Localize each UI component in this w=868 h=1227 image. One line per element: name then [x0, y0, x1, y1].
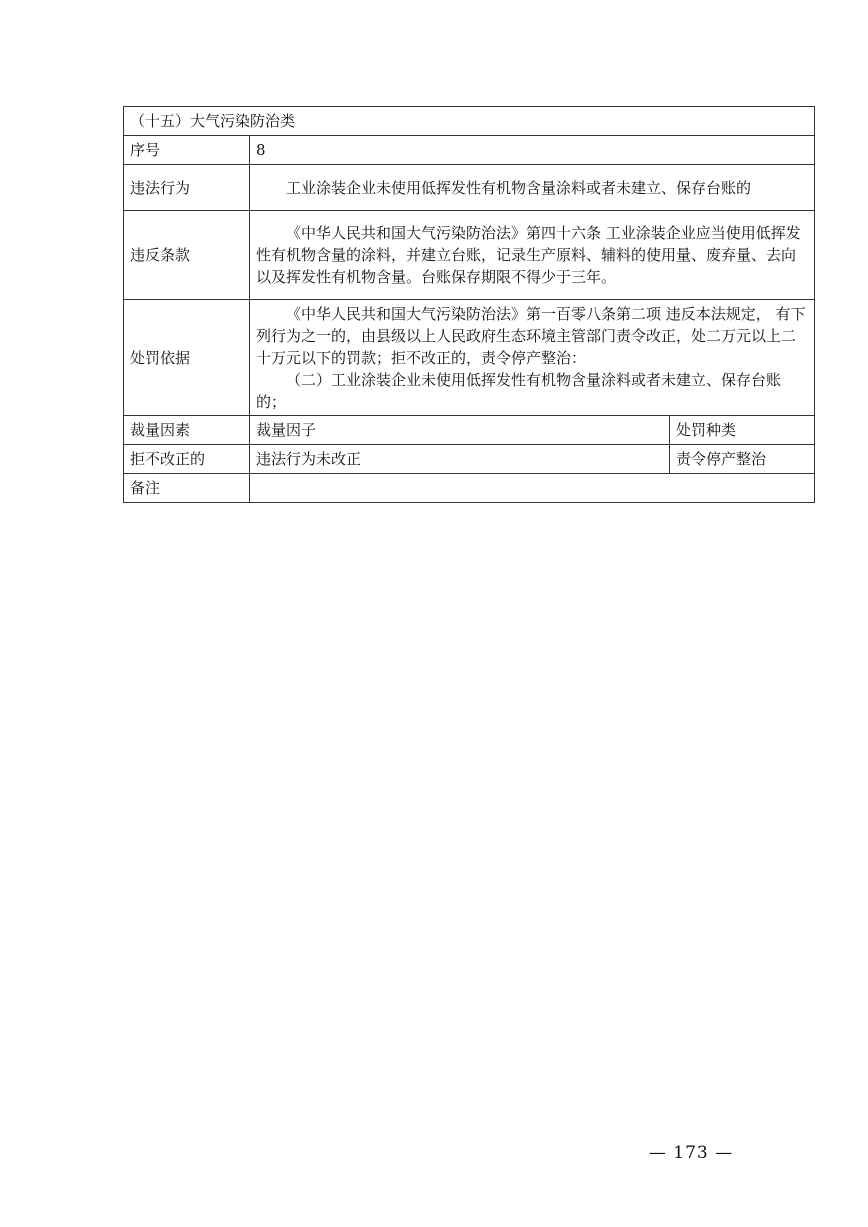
act-label: 违法行为: [124, 165, 250, 211]
table-row: [124, 416, 815, 445]
table-row: [124, 136, 815, 165]
table-row: [124, 165, 815, 211]
section-title: （十五）大气污染防治类: [124, 107, 815, 136]
table-row: [124, 211, 815, 300]
note-value: [250, 474, 815, 503]
seq-value: 8: [250, 136, 815, 165]
table-row: [124, 107, 815, 136]
clause-cell: [250, 211, 815, 300]
table-row: [124, 445, 815, 474]
penalty-table: [123, 106, 815, 503]
penalty-type-value: 责令停产整治: [670, 445, 815, 474]
page-number-footer: [0, 1143, 868, 1163]
discretion-label: 裁量因素: [124, 416, 250, 445]
note-label: 备注: [124, 474, 250, 503]
basis-label: 处罚依据: [124, 300, 250, 416]
discretion-factor-value: 违法行为未改正: [250, 445, 670, 474]
act-value: 工业涂装企业未使用低挥发性有机物含量涂料或者未建立、保存台账的: [286, 178, 752, 197]
page-number: — 173 —: [648, 1143, 734, 1163]
penalty-type-header: 处罚种类: [670, 416, 815, 445]
basis-para-2: （二）工业涂装企业未使用低挥发性有机物含量涂料或者未建立、保存台账的；: [256, 370, 782, 411]
table-row: [124, 474, 815, 503]
basis-para-1: 《中华人民共和国大气污染防治法》第一百零八条第二项 违反本法规定， 有下列行为之一的，由县级以上人民政府生态环境主管部门责令改正，处二万元以上二十万元以下的罚款；拒不改正的，责令停产整治：: [256, 304, 806, 367]
refuse-correct-label: 拒不改正的: [124, 445, 250, 474]
clause-value: 《中华人民共和国大气污染防治法》第四十六条 工业涂装企业应当使用低挥发性有机物含量的涂料，并建立台账，记录生产原料、辅料的使用量、废弃量、去向以及挥发性有机物含量。台账保存期限不得少于三年。: [256, 224, 801, 286]
clause-label: 违反条款: [124, 211, 250, 300]
discretion-factor-header: 裁量因子: [250, 416, 670, 445]
basis-cell: [250, 300, 815, 416]
seq-label: 序号: [124, 136, 250, 165]
table-row: [124, 300, 815, 416]
act-cell: [250, 165, 815, 211]
